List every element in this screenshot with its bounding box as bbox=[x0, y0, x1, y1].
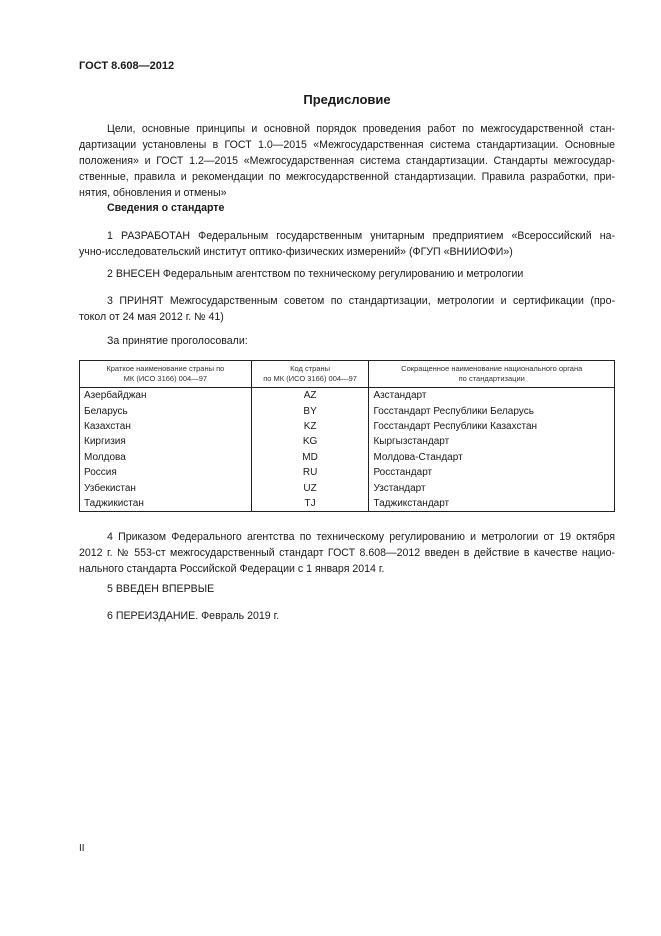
country-cell: Молдова bbox=[80, 450, 252, 465]
intro-line: нятия, обновления и отмены» bbox=[79, 187, 227, 199]
code-cell: TJ bbox=[251, 496, 369, 512]
body-cell: Молдова-Стандарт bbox=[369, 450, 615, 465]
country-cell: Беларусь bbox=[80, 403, 252, 418]
table-row bbox=[80, 465, 615, 480]
table-row bbox=[80, 496, 615, 512]
intro-line: дартизации установлены в ГОСТ 1.0—2015 «Межгосударственная система стандартизации. Основные bbox=[79, 139, 615, 151]
item-1-developed bbox=[79, 228, 615, 260]
table-header-row bbox=[80, 361, 615, 388]
column-header-code: Код страны по МК (ИСО 3166) 004—97 bbox=[251, 361, 369, 388]
item-2-line: 2 ВНЕСЕН Федеральным агентством по техническому регулированию и метрологии bbox=[107, 268, 524, 280]
table-row bbox=[80, 450, 615, 465]
item-5-first-introduced: 5 ВВЕДЕН ВПЕРВЫЕ bbox=[107, 583, 215, 595]
item-4-line: 2012 г. № 553-ст межгосударственный стандарт ГОСТ 8.608—2012 введен в действие в качестве нацио- bbox=[79, 547, 615, 559]
item-1-line: учно-исследовательский институт оптико-физических измерений» (ФГУП «ВНИИОФИ») bbox=[79, 246, 513, 258]
column-header-body: Сокращенное наименование национального органа по стандартизации bbox=[369, 361, 615, 388]
country-cell: Таджикистан bbox=[80, 496, 252, 512]
country-cell: Узбекистан bbox=[80, 480, 252, 495]
item-3-adopted bbox=[79, 293, 615, 325]
table-row bbox=[80, 480, 615, 495]
page-number: II bbox=[79, 843, 85, 854]
voted-for-label: За принятие проголосовали: bbox=[107, 335, 248, 347]
body-cell: Азстандарт bbox=[369, 388, 615, 404]
body-cell: Росстандарт bbox=[369, 465, 615, 480]
table-row bbox=[80, 419, 615, 434]
code-cell: KZ bbox=[251, 419, 369, 434]
body-cell: Узстандарт bbox=[369, 480, 615, 495]
item-6-reissue: 6 ПЕРЕИЗДАНИЕ. Февраль 2019 г. bbox=[107, 610, 280, 622]
item-4-line: 4 Приказом Федерального агентства по техническому регулированию и метрологии от 19 октября bbox=[107, 531, 615, 543]
body-cell: Таджикстандарт bbox=[369, 496, 615, 512]
page-title: Предисловие bbox=[303, 92, 391, 107]
item-2-submitted bbox=[79, 266, 615, 282]
code-cell: AZ bbox=[251, 388, 369, 404]
item-4-enacted bbox=[79, 529, 615, 577]
body-cell: Госстандарт Республики Казахстан bbox=[369, 419, 615, 434]
code-cell: KG bbox=[251, 434, 369, 449]
column-header-country: Краткое наименование страны по МК (ИСО 3166) 004—97 bbox=[80, 361, 252, 388]
standard-info-heading: Сведения о стандарте bbox=[107, 202, 225, 214]
item-1-line: 1 РАЗРАБОТАН Федеральным государственным унитарным предприятием «Всероссийский на- bbox=[107, 230, 615, 242]
document-code: ГОСТ 8.608—2012 bbox=[79, 60, 175, 72]
code-cell: MD bbox=[251, 450, 369, 465]
country-cell: Азербайджан bbox=[80, 388, 252, 404]
intro-paragraph bbox=[79, 121, 615, 201]
intro-line: ственные, правила и рекомендации по межгосударственной стандартизации. Правила разработки, при- bbox=[79, 171, 615, 183]
member-countries-table bbox=[79, 360, 615, 512]
country-cell: Киргизия bbox=[80, 434, 252, 449]
country-cell: Казахстан bbox=[80, 419, 252, 434]
intro-line: положения» и ГОСТ 1.2—2015 «Межгосударственная система стандартизации. Стандарты межгосудар- bbox=[79, 155, 615, 167]
table-row bbox=[80, 434, 615, 449]
code-cell: BY bbox=[251, 403, 369, 418]
item-3-line: токол от 24 мая 2012 г. № 41) bbox=[79, 311, 224, 323]
item-4-line: нального стандарта Российской Федерации с 1 января 2014 г. bbox=[79, 563, 385, 575]
body-cell: Госстандарт Республики Беларусь bbox=[369, 403, 615, 418]
table-row bbox=[80, 403, 615, 418]
country-cell: Россия bbox=[80, 465, 252, 480]
code-cell: RU bbox=[251, 465, 369, 480]
table-row bbox=[80, 388, 615, 404]
code-cell: UZ bbox=[251, 480, 369, 495]
body-cell: Кыргызстандарт bbox=[369, 434, 615, 449]
intro-line: Цели, основные принципы и основной порядок проведения работ по межгосударственной стан- bbox=[107, 123, 615, 135]
item-3-line: 3 ПРИНЯТ Межгосударственным советом по стандартизации, метрологии и сертификации (про- bbox=[107, 295, 615, 307]
